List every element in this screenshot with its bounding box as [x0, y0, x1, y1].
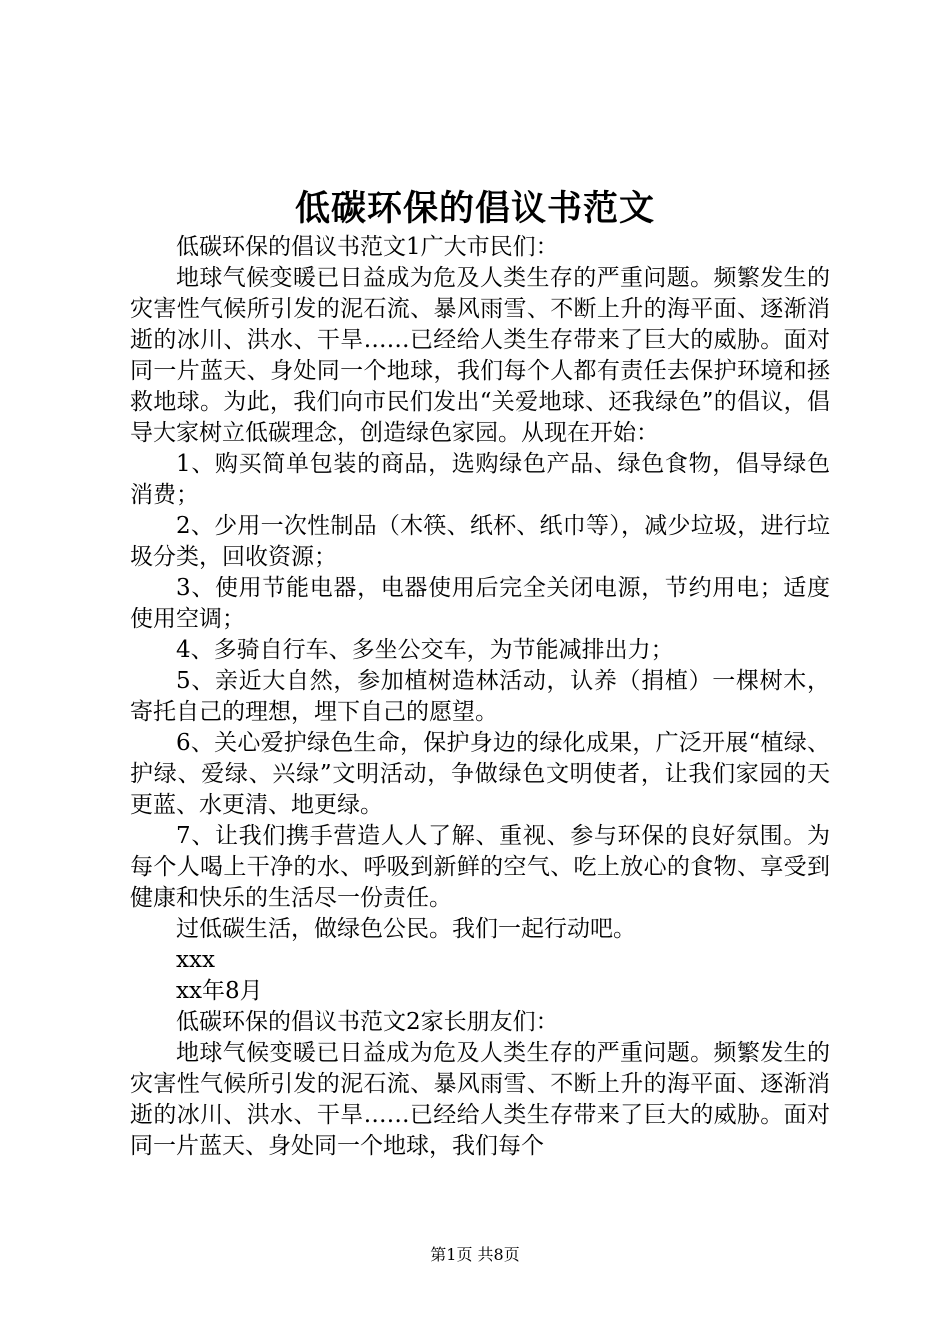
paragraph: 过低碳生活，做绿色公民。我们一起行动吧。	[176, 916, 636, 942]
paragraph: 低碳环保的倡议书范文2家长朋友们：	[176, 1009, 559, 1035]
paragraph: 地球气候变暖已日益成为危及人类生存的严重问题。频繁发生的灾害性气候所引发的泥石流、暴风雨雪、不断上升的海平面、逐渐消逝的冰川、洪水、干旱……已经给人类生存带来了巨大的威胁。面对同一片蓝天、身处同一个地球，我们每个	[130, 1040, 830, 1159]
paragraph: 1、购买简单包装的商品，选购绿色产品、绿色食物，倡导绿色消费；	[130, 451, 830, 508]
paragraph: xxx	[176, 947, 215, 973]
paragraph: 5、亲近大自然，参加植树造林活动，认养（捐植）一棵树木，寄托自己的理想，埋下自己的愿望。	[130, 668, 830, 725]
paragraph: 地球气候变暖已日益成为危及人类生存的严重问题。频繁发生的灾害性气候所引发的泥石流、暴风雨雪、不断上升的海平面、逐渐消逝的冰川、洪水、干旱……已经给人类生存带来了巨大的威胁。面对同一片蓝天、身处同一个地球，我们每个人都有责任去保护环境和拯救地球。为此，我们向市民们发出“关爱地球、还我绿色”的倡议，倡导大家树立低碳理念，创造绿色家园。从现在开始：	[130, 265, 830, 446]
paragraph: 6、关心爱护绿色生命，保护身边的绿化成果，广泛开展“植绿、护绿、爱绿、兴绿”文明活动，争做绿色文明使者，让我们家园的天更蓝、水更清、地更绿。	[130, 730, 830, 818]
paragraph: 7、让我们携手营造人人了解、重视、参与环保的良好氛围。为每个人喝上干净的水、呼吸到新鲜的空气、吃上放心的食物、享受到健康和快乐的生活尽一份责任。	[130, 823, 830, 911]
document-title: 低碳环保的倡议书范文	[294, 188, 655, 229]
paragraph: 3、使用节能电器，电器使用后完全关闭电源，节约用电；适度使用空调；	[130, 575, 830, 632]
page-footer: 第1页 共8页	[430, 1245, 520, 1264]
paragraph: xx年8月	[176, 978, 263, 1004]
paragraph: 低碳环保的倡议书范文1广大市民们：	[176, 234, 559, 260]
paragraph: 2、少用一次性制品（木筷、纸杯、纸巾等），减少垃圾，进行垃圾分类，回收资源；	[130, 513, 830, 570]
document-body	[130, 232, 830, 1162]
paragraph: 4、多骑自行车、多坐公交车，为节能减排出力；	[176, 637, 674, 663]
